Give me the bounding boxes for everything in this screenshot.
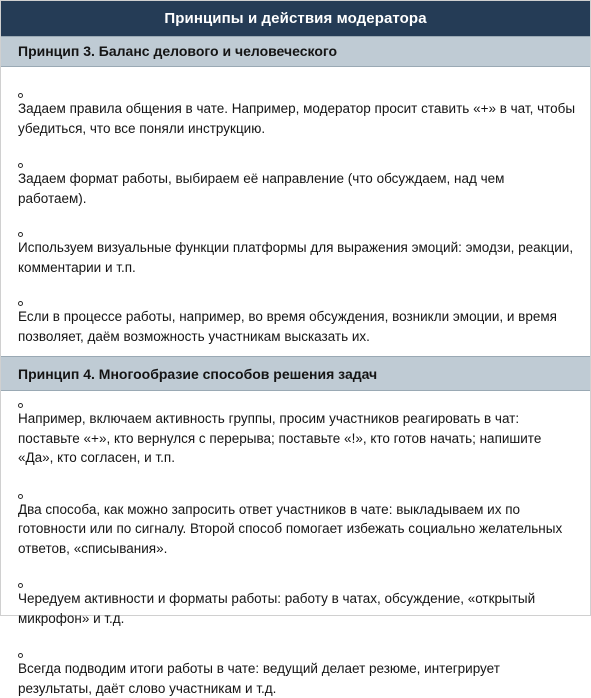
circle-bullet-icon [18,232,23,237]
list-item: Если в процессе работы, например, во время обсуждения, возникли эмоции, и время позволяет, даём возможность участникам высказать их. [1,307,590,346]
list-item: Задаем формат работы, выбираем её направление (что обсуждаем, над чем работаем). [1,169,590,208]
circle-bullet-icon [18,583,23,588]
circle-bullet-icon [18,494,23,499]
list-item: Например, включаем активность группы, просим участников реагировать в чат: поставьте «+», кто вернулся с перерыва; поставьте «!», кто готов начать; напишите «Да», кто согласен, и т.п. [1,409,590,468]
circle-bullet-icon [18,93,23,98]
list-item: Задаем правила общения в чате. Например, модератор просит ставить «+» в чат, чтобы убедиться, что все поняли инструкцию. [1,99,590,138]
principle-3-list [1,99,590,346]
section-heading-principle-3: Принцип 3. Баланс делового и человеческого [1,36,590,67]
principle-4-list [1,409,590,698]
page-title: Принципы и действия модератора [1,1,590,36]
list-item: Чередуем активности и форматы работы: работу в чатах, обсуждение, «открытый микрофон» и т.д. [1,589,590,628]
circle-bullet-icon [18,403,23,408]
circle-bullet-icon [18,653,23,658]
circle-bullet-icon [18,163,23,168]
list-item: Используем визуальные функции платформы для выражения эмоций: эмодзи, реакции, комментарии и т.п. [1,238,590,277]
circle-bullet-icon [18,301,23,306]
list-item: Два способа, как можно запросить ответ участников в чате: выкладываем их по готовности или по сигналу. Второй способ помогает избежать социально желательных ответов, «списывания». [1,500,590,559]
list-item: Всегда подводим итоги работы в чате: ведущий делает резюме, интегрирует результаты, даёт слово участникам и т.д. [1,659,590,698]
section-heading-principle-4: Принцип 4. Многообразие способов решения задач [1,356,590,391]
